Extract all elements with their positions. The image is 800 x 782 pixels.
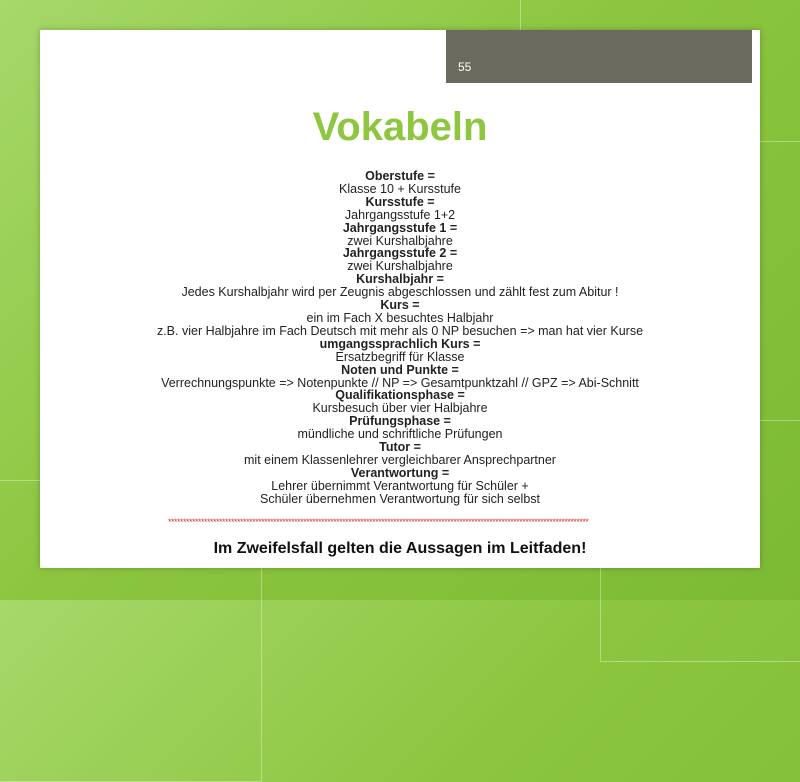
definition: mit einem Klassenlehrer vergleichbarer Ansprechpartner [244,452,556,467]
term: Prüfungsphase = [349,414,451,429]
definition: Jedes Kurshalbjahr wird per Zeugnis abgeschlossen und zählt fest zum Abitur ! [181,285,619,300]
term: Kursstufe = [365,194,435,209]
definition: Klasse 10 + Kursstufe [339,181,461,196]
term: Jahrgangsstufe 1 = [342,220,458,235]
vocabulary-list [40,170,760,506]
definition: Ersatzbegriff für Klasse [335,349,465,364]
definition: z.B. vier Halbjahre im Fach Deutsch mit mehr als 0 NP besuchen => man hat vier Kurse [156,323,644,338]
term: Jahrgangsstufe 2 = [342,246,458,261]
term: Oberstufe = [365,169,435,183]
slide-card [40,30,760,568]
definition: zwei Kurshalbjahre [347,233,453,248]
definition: Kursbesuch über vier Halbjahre [312,401,488,416]
definition: Jahrgangsstufe 1+2 [344,207,456,222]
definition: Lehrer übernimmt Verantwortung für Schüler + [271,478,529,493]
term: Kurshalbjahr = [356,272,444,287]
definition: Schüler übernehmen Verantwortung für sich selbst [259,491,541,506]
slide-title: Vokabeln [312,105,488,149]
definition: Verrechnungspunkte => Notenpunkte // NP => Gesamtpunktzahl // GPZ => Abi-Schnitt [161,375,639,390]
definition: mündliche und schriftliche Prüfungen [297,427,503,442]
page-number: 55 [458,60,472,74]
term: Qualifikationsphase = [335,388,465,403]
term: Tutor = [379,440,421,455]
footer-note: Im Zweifelsfall gelten die Aussagen im Leitfaden! [213,540,587,557]
term: Kurs = [380,298,420,313]
term: umgangssprachlich Kurs = [319,336,481,351]
term: Verantwortung = [350,465,450,480]
definition: zwei Kurshalbjahre [347,259,453,274]
term: Noten und Punkte = [341,362,459,377]
definition: ein im Fach X besuchtes Halbjahr [306,310,494,325]
page-number-tab [443,30,755,86]
separator-line: ******************************************************************************************************************************************** [168,518,589,526]
